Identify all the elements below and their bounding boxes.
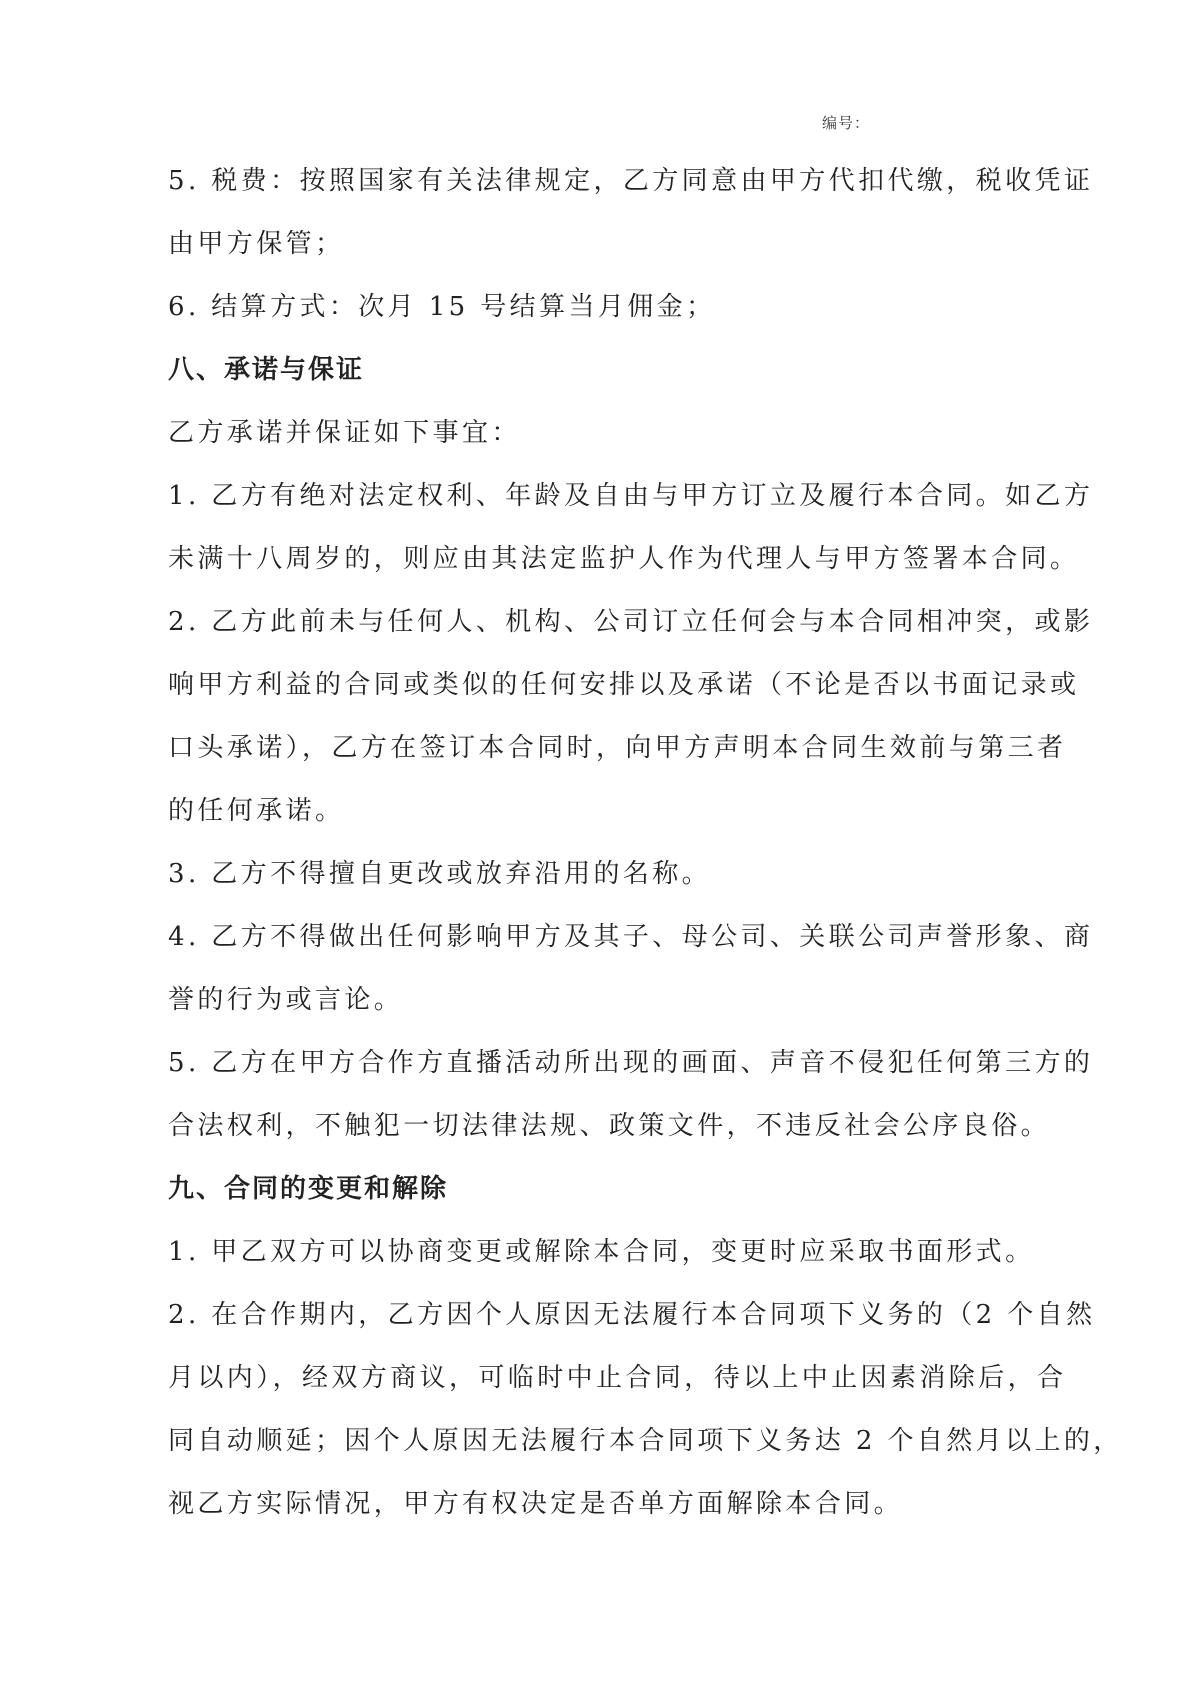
clause-6-settlement: 6. 结算方式：次月 15 号结算当月佣金； [168, 292, 716, 322]
section-8-item-5-line-2: 合法权利，不触犯一切法律法规、政策文件，不违反社会公序良俗。 [168, 1111, 1051, 1141]
clause-5-tax-line-2: 由甲方保管； [168, 229, 345, 259]
section-9-item-2-line-4: 视乙方实际情况，甲方有权决定是否单方面解除本合同。 [168, 1489, 904, 1519]
section-9-heading: 九、合同的变更和解除 [168, 1174, 449, 1204]
section-9-item-2-line-2: 月以内），经双方商议，可临时中止合同，待以上中止因素消除后，合 [168, 1363, 1067, 1393]
section-9-item-2-line-3: 同自动顺延；因个人原因无法履行本合同项下义务达 2 个自然月以上的， [168, 1426, 1123, 1456]
section-8-item-5-line-1: 5. 乙方在甲方合作方直播活动所出现的画面、声音不侵犯任何第三方的 [168, 1048, 1094, 1078]
contract-body [168, 150, 1123, 1536]
section-8-item-2-line-3: 口头承诺），乙方在签订本合同时，向甲方声明本合同生效前与第三者 [168, 733, 1067, 763]
section-8-item-2-line-1: 2. 乙方此前未与任何人、机构、公司订立任何会与本合同相冲突，或影 [168, 607, 1094, 637]
section-9-item-1: 1. 甲乙双方可以协商变更或解除本合同，变更时应采取书面形式。 [168, 1237, 1035, 1267]
clause-5-tax-line-1: 5. 税费：按照国家有关法律规定，乙方同意由甲方代扣代缴，税收凭证 [168, 166, 1094, 196]
section-8-item-4-line-1: 4. 乙方不得做出任何影响甲方及其子、母公司、关联公司声誉形象、商 [168, 922, 1094, 952]
section-8-item-3: 3. 乙方不得擅自更改或放弃沿用的名称。 [168, 859, 712, 889]
section-8-item-1-line-2: 未满十八周岁的，则应由其法定监护人作为代理人与甲方签署本合同。 [168, 544, 1080, 574]
section-8-heading: 八、承诺与保证 [168, 355, 365, 385]
document-number-label: 编号： [822, 114, 871, 132]
section-8-item-1-line-1: 1. 乙方有绝对法定权利、年龄及自由与甲方订立及履行本合同。如乙方 [168, 481, 1094, 511]
section-8-item-2-line-2: 响甲方利益的合同或类似的任何安排以及承诺（不论是否以书面记录或 [168, 670, 1080, 700]
section-8-item-2-line-4: 的任何承诺。 [168, 796, 345, 826]
section-8-intro: 乙方承诺并保证如下事宜： [168, 418, 521, 448]
section-9-item-2-line-1: 2. 在合作期内，乙方因个人原因无法履行本合同项下义务的（2 个自然 [168, 1300, 1096, 1330]
section-8-item-4-line-2: 誉的行为或言论。 [168, 985, 404, 1015]
